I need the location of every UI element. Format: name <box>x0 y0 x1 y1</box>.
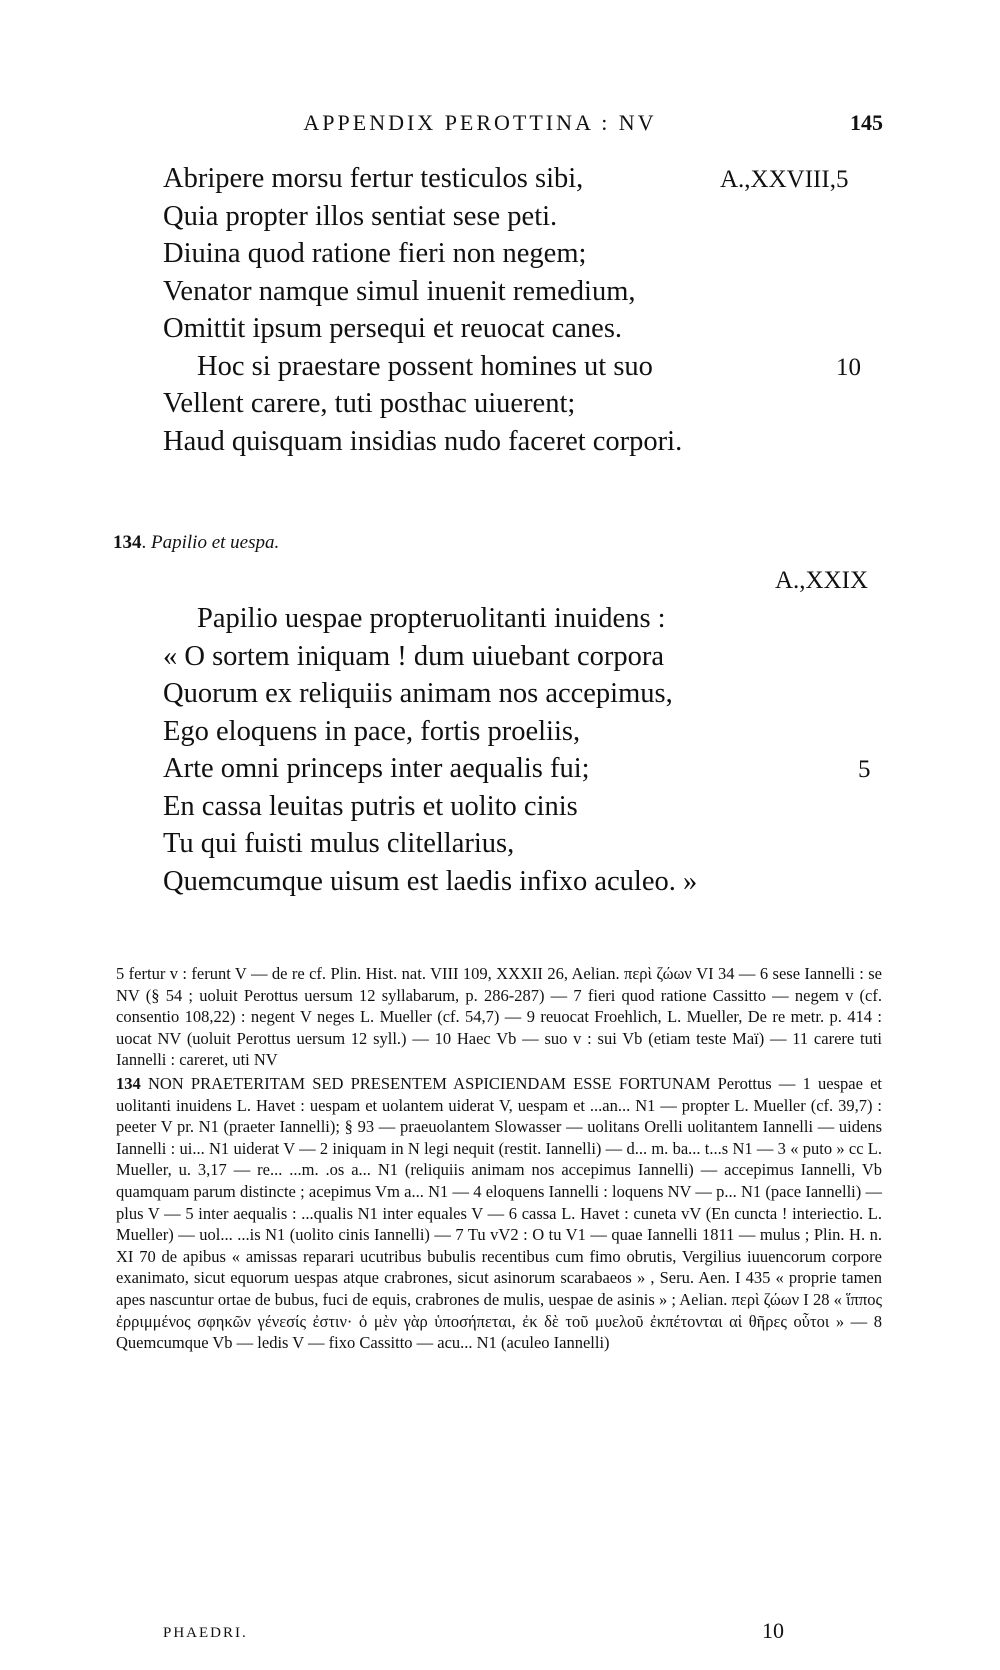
verse-line: Haud quisquam insidias nudo faceret corpori. <box>163 425 683 457</box>
verse-line: Quemcumque uisum est laedis infixo aculeo. » <box>163 865 698 897</box>
fable-title: Papilio et uespa. <box>151 532 280 553</box>
poem-end-verse <box>163 160 823 460</box>
verse-line: Ego eloquens in pace, fortis proeliis, <box>163 715 581 747</box>
fable-verse <box>163 600 823 900</box>
verse-line: Omittit ipsum persequi et reuocat canes. <box>163 313 623 344</box>
sheet-number: 10 <box>762 1618 784 1643</box>
verse-line: Papilio uespae propteruolitanti inuidens : <box>197 603 666 634</box>
source-reference: A.,XXIX <box>775 567 869 594</box>
running-head: APPENDIX PEROTTINA : NV <box>303 110 657 135</box>
apparatus-notes-134 <box>116 1073 882 1354</box>
verse-line: Hoc si praestare possent homines ut suo <box>197 350 653 382</box>
verse-line: Venator namque simul inuenit remedium, <box>163 275 636 307</box>
verse-line: Arte omni princeps inter aequalis fui; <box>163 753 590 784</box>
signature-mark: PHAEDRI. <box>163 1625 248 1641</box>
verse-line: Quia propter illos sentiat sese peti. <box>163 200 558 232</box>
verse-line: « O sortem iniquam ! dum uiuebant corpora <box>163 640 665 672</box>
verse-line: Abripere morsu fertur testiculos sibi, <box>163 163 584 194</box>
line-number: 10 <box>836 354 861 381</box>
verse-line: Vellent carere, tuti posthac uiuerent; <box>163 388 576 419</box>
source-reference: A.,XXVIII,5 <box>720 166 849 193</box>
fable-heading: 134. Papilio et uespa. <box>113 532 280 553</box>
page-number: 145 <box>850 110 883 135</box>
fable-number: 134 <box>113 532 142 553</box>
apparatus-notes-text: NON PRAETERITAM SED PRESENTEM ASPICIENDAM ESSE FORTUNAM Perottus — 1 uespae et uolitanti inuidens L. Havet : uespam et uolantem uiderat V, uespam et ...an... N1 — propter L. Mueller (cf. 39,7) : peeter V pr. N1 (praeter Iannelli); § 93 — praeuolantem Slowasser — uolitans Orelli uolitantem Iannelli — uidens Iannelli : ui... N1 uiderat V — 2 iniquam in N legi nequit (restit. Iannelli) — d... m. ba... t...s N1 — 3 « puto » cc L. Mueller, u. 3,17 — re... ...m. .os a... N1 (reliquiis animam nos accepimus Iannelli) — accepimus Iannelli, Vb quamquam parum distincte ; acepimus Vm a... N1 — 4 eloquens Iannelli : loquens NV — p... N1 (pace Iannelli) — plus V — 5 inter aequalis : ...qualis N1 inter equales V — 6 cassa L. Havet : cuneta vV (En cuncta ! interiectio. L. Mueller) — uol... ...is N1 (uolito cinis Iannelli) — 7 Tu vV2 : O tu V1 — quae Iannelli 1811 — mulus ; Plin. H. n. XI 70 de apibus « amissas reparari ucutribus bubulis recentibus cum fimo obrutis, Vergilius iuuencorum corpore exanimato, sicut equorum uespas atque crabrones, sicut asinorum scarabaeos » , Seru. Aen. I 435 « proprie tamen apes nascuntur ortae de bubus, fuci de equis, crabrones de mulis, uespae de asinis » ; Aelian. περὶ ζώων I 28 « ἵππος ἐρριμμένος σφηκῶν γένεσίς ἐστιν· ὁ μὲν γὰρ ὑποσήπεται, ἐκ δὲ τοῦ μυελοῦ ἐκπέτονται αἱ θῆρες οὗτοι » — 8 Quemcumque Vb — ledis V — fixo Cassitto — acu... N1 (aculeo Iannelli) <box>116 1073 883 1353</box>
apparatus-fable-number: 134 <box>116 1073 141 1093</box>
verse-line: Tu qui fuisti mulus clitellarius, <box>163 828 515 859</box>
verse-line: En cassa leuitas putris et uolito cinis <box>163 790 578 822</box>
verse-line: Quorum ex reliquiis animam nos accepimus, <box>163 678 673 709</box>
apparatus-notes-133: 5 fertur v : ferunt V — de re cf. Plin. Hist. nat. VIII 109, XXXII 26, Aelian. περὶ ζώων VI 34 — 6 sese Iannelli : se NV (§ 54 ; uoluit Perottus uersum 12 syllabarum, p. 286-287) — 7 fieri quod ratione Cassitto — negem v (cf. consentio 108,22) : negent V neges L. Mueller (cf. 54,7) — 9 reuocat Froehlich, L. Mueller, De re metr. p. 414 : uocat NV (uoluit Perottus uersum 12 syll.) — 10 Haec Vb — suo v : sui Vb (etiam teste Maï) — 11 carere tuti Iannelli : careret, uti NV <box>116 964 882 1070</box>
verse-line: Diuina quod ratione fieri non negem; <box>163 238 587 269</box>
line-number: 5 <box>858 756 871 783</box>
critical-apparatus <box>116 963 882 1356</box>
